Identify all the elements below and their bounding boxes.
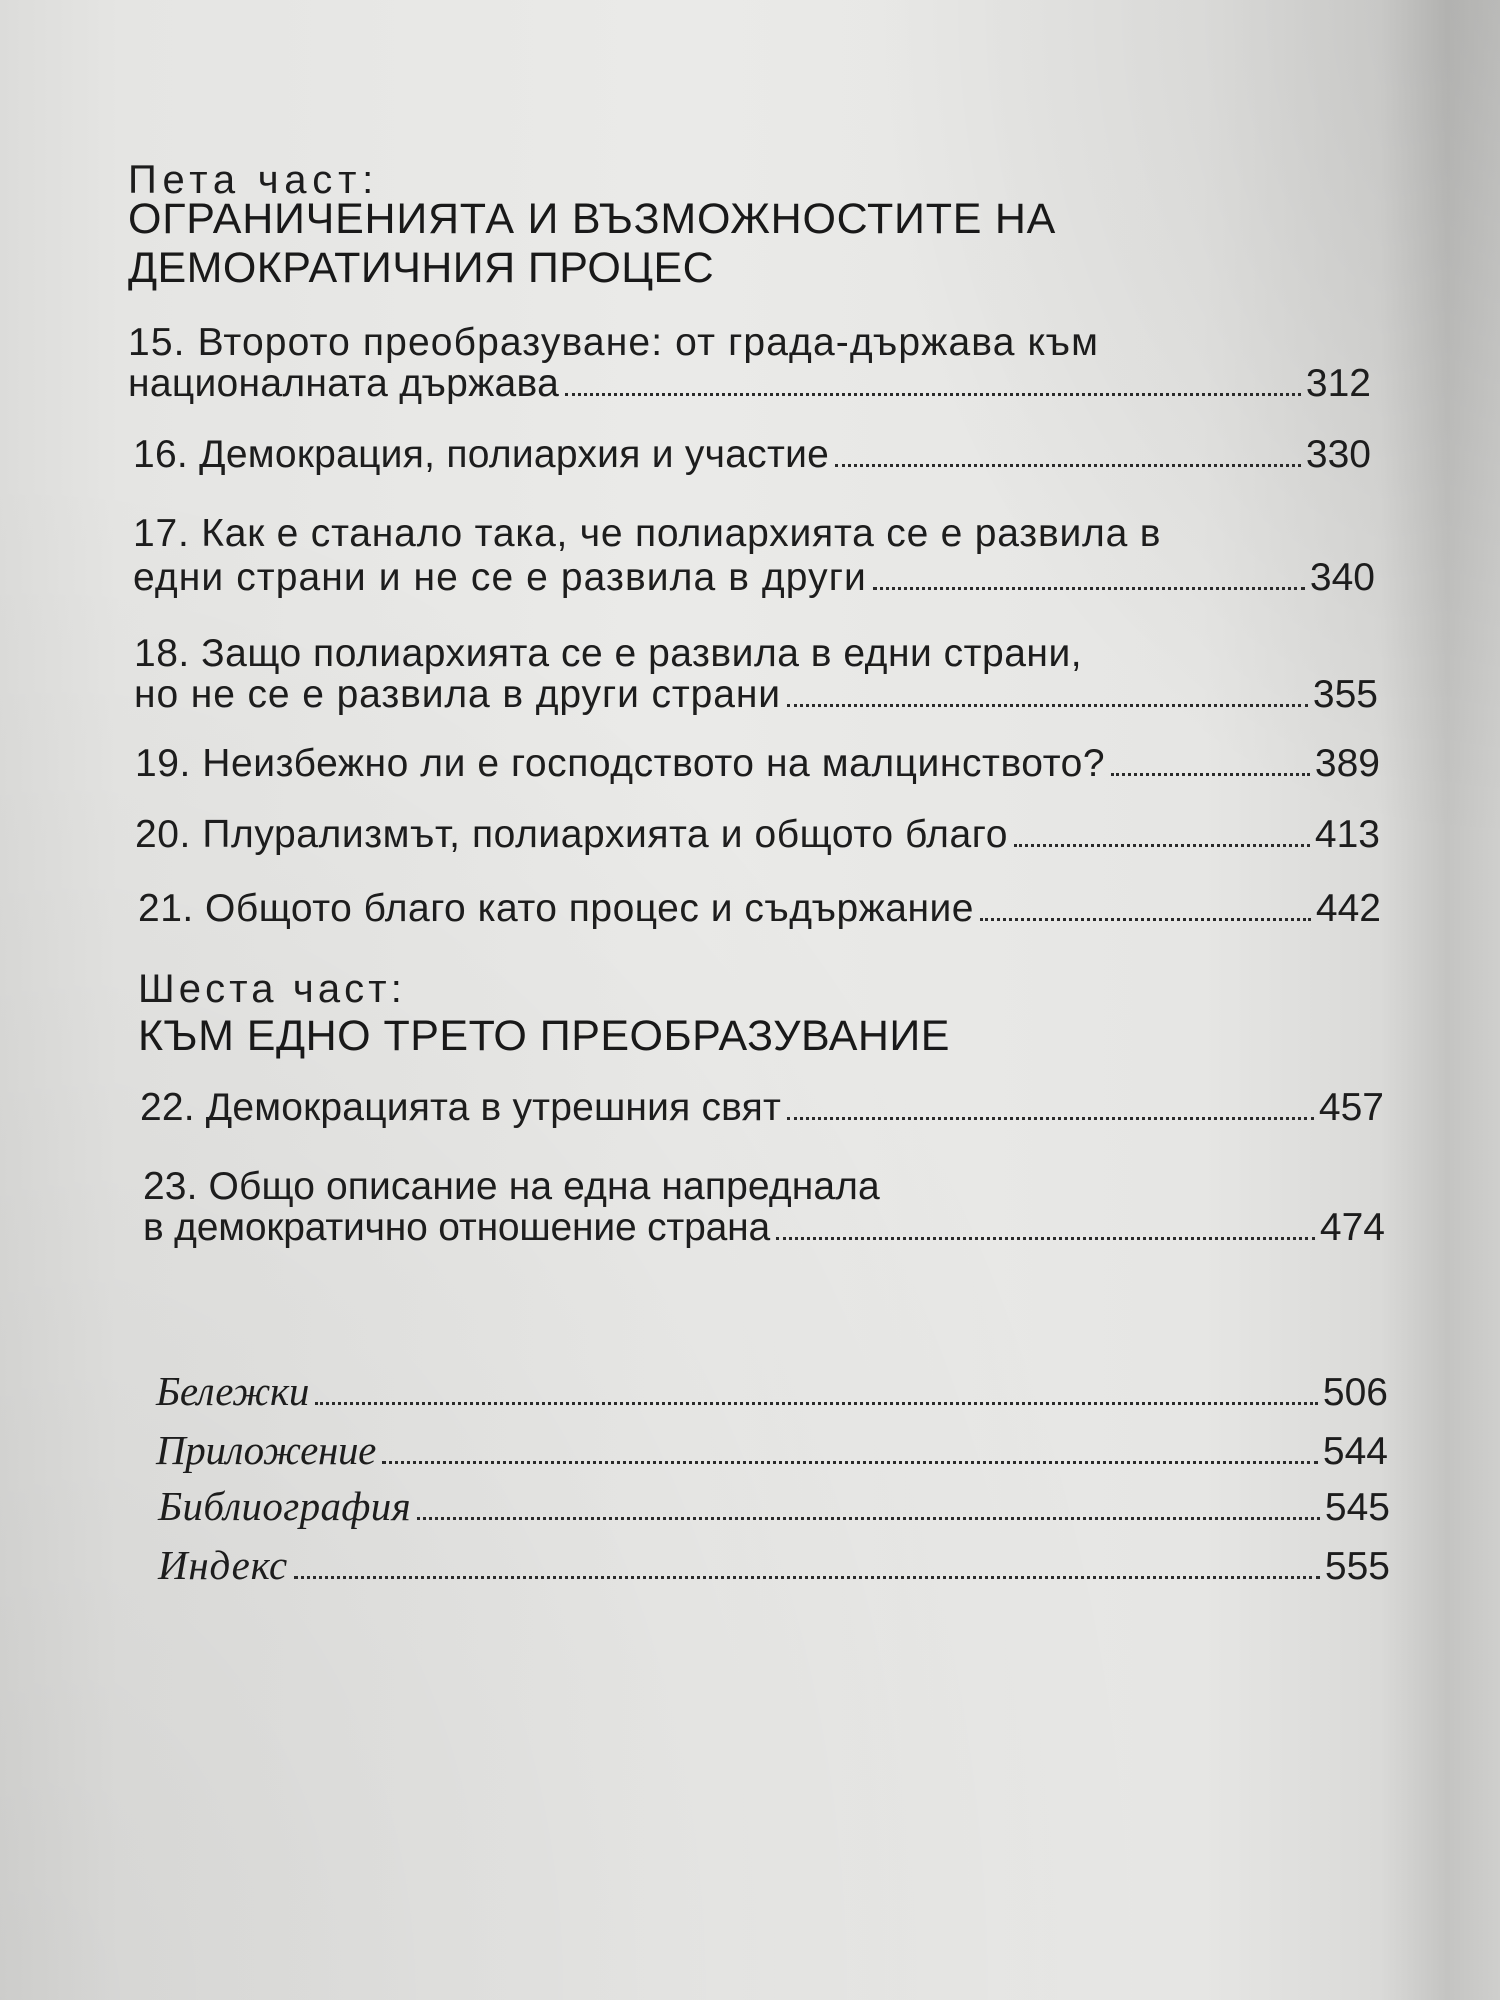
part5-title-line1: ОГРАНИЧЕНИЯТА И ВЪЗМОЖНОСТИТЕ НА	[128, 195, 1057, 243]
toc-entry-18-row	[134, 675, 1378, 714]
toc-entry-23-line1: 23. Общо описание на една напреднала	[143, 1165, 880, 1208]
back-matter-index-row	[158, 1542, 1390, 1588]
back-matter-notes-page: 506	[1322, 1371, 1388, 1414]
toc-entry-21-row	[138, 889, 1381, 928]
toc-entry-18-line2: но не се е развила в други страни	[134, 673, 781, 716]
back-matter-appendix-page: 544	[1322, 1430, 1388, 1473]
toc-entry-16-row	[133, 435, 1371, 474]
dot-leader	[776, 1237, 1315, 1240]
dot-leader	[294, 1576, 1320, 1579]
back-matter-index-page: 555	[1324, 1545, 1390, 1588]
back-matter-notes-row	[156, 1368, 1388, 1414]
toc-entry-15-line1: 15. Второто преобразуване: от града-държава към	[128, 321, 1100, 364]
toc-entry-21-page: 442	[1315, 887, 1381, 930]
back-matter-bibliography-row	[158, 1483, 1390, 1529]
toc-entry-19-page: 389	[1314, 742, 1380, 785]
dot-leader	[787, 1117, 1314, 1120]
dot-leader	[1111, 773, 1310, 776]
toc-entry-20-page: 413	[1314, 813, 1380, 856]
toc-entry-15-line2: националната държава	[128, 362, 560, 405]
part5-title-line2: ДЕМОКРАТИЧНИЯ ПРОЦЕС	[128, 244, 715, 292]
back-matter-appendix-label: Приложение	[156, 1427, 376, 1473]
dot-leader	[787, 704, 1308, 707]
toc-entry-16-page: 330	[1305, 433, 1371, 476]
part6-label: Шеста част:	[138, 967, 406, 1011]
dot-leader	[835, 464, 1301, 467]
dot-leader	[417, 1517, 1320, 1520]
back-matter-bibliography-page: 545	[1324, 1486, 1390, 1529]
dot-leader	[980, 918, 1311, 921]
toc-entry-17-page: 340	[1309, 556, 1375, 599]
toc-entry-20-title: 20. Плурализмът, полиархията и общото благо	[135, 813, 1008, 856]
dot-leader	[315, 1402, 1318, 1405]
toc-entry-23-line2: в демократично отношение страна	[143, 1206, 770, 1249]
toc-entry-15-page: 312	[1305, 362, 1371, 405]
toc-entry-21-title: 21. Общото благо като процес и съдържание	[138, 887, 974, 930]
toc-entry-22-page: 457	[1318, 1086, 1384, 1129]
toc-entry-15-row	[128, 364, 1371, 403]
part5-label: Пета част:	[128, 158, 380, 202]
toc-entry-19-title: 19. Неизбежно ли е господството на малцинството?	[135, 742, 1106, 785]
toc-entry-16-title: 16. Демокрация, полиархия и участие	[133, 433, 830, 476]
toc-entry-19-row	[135, 744, 1380, 783]
toc-entry-17-row	[133, 558, 1375, 597]
back-matter-bibliography-label: Библиография	[158, 1483, 412, 1529]
back-matter-appendix-row	[156, 1427, 1388, 1473]
back-matter-index-label: Индекс	[158, 1542, 289, 1588]
toc-entry-17-line1: 17. Как е станало така, че полиархията се е развила в	[133, 512, 1162, 555]
toc-entry-22-row	[140, 1088, 1384, 1127]
dot-leader	[1014, 844, 1310, 847]
toc-entry-17-line2: едни страни и не се е развила в други	[133, 556, 867, 599]
toc-entry-18-page: 355	[1312, 673, 1378, 716]
toc-entry-18-line1: 18. Защо полиархията се е развила в едни страни,	[134, 632, 1083, 675]
toc-entry-23-row	[143, 1208, 1385, 1247]
back-matter-notes-label: Бележки	[156, 1368, 310, 1414]
part6-title: КЪМ ЕДНО ТРЕТО ПРЕОБРАЗУВАНИЕ	[138, 1012, 950, 1060]
toc-entry-20-row	[135, 815, 1380, 854]
dot-leader	[873, 587, 1305, 590]
dot-leader	[382, 1461, 1318, 1464]
toc-entry-22-title: 22. Демокрацията в утрешния свят	[140, 1086, 781, 1129]
dot-leader	[565, 393, 1301, 396]
toc-entry-23-page: 474	[1319, 1206, 1385, 1249]
